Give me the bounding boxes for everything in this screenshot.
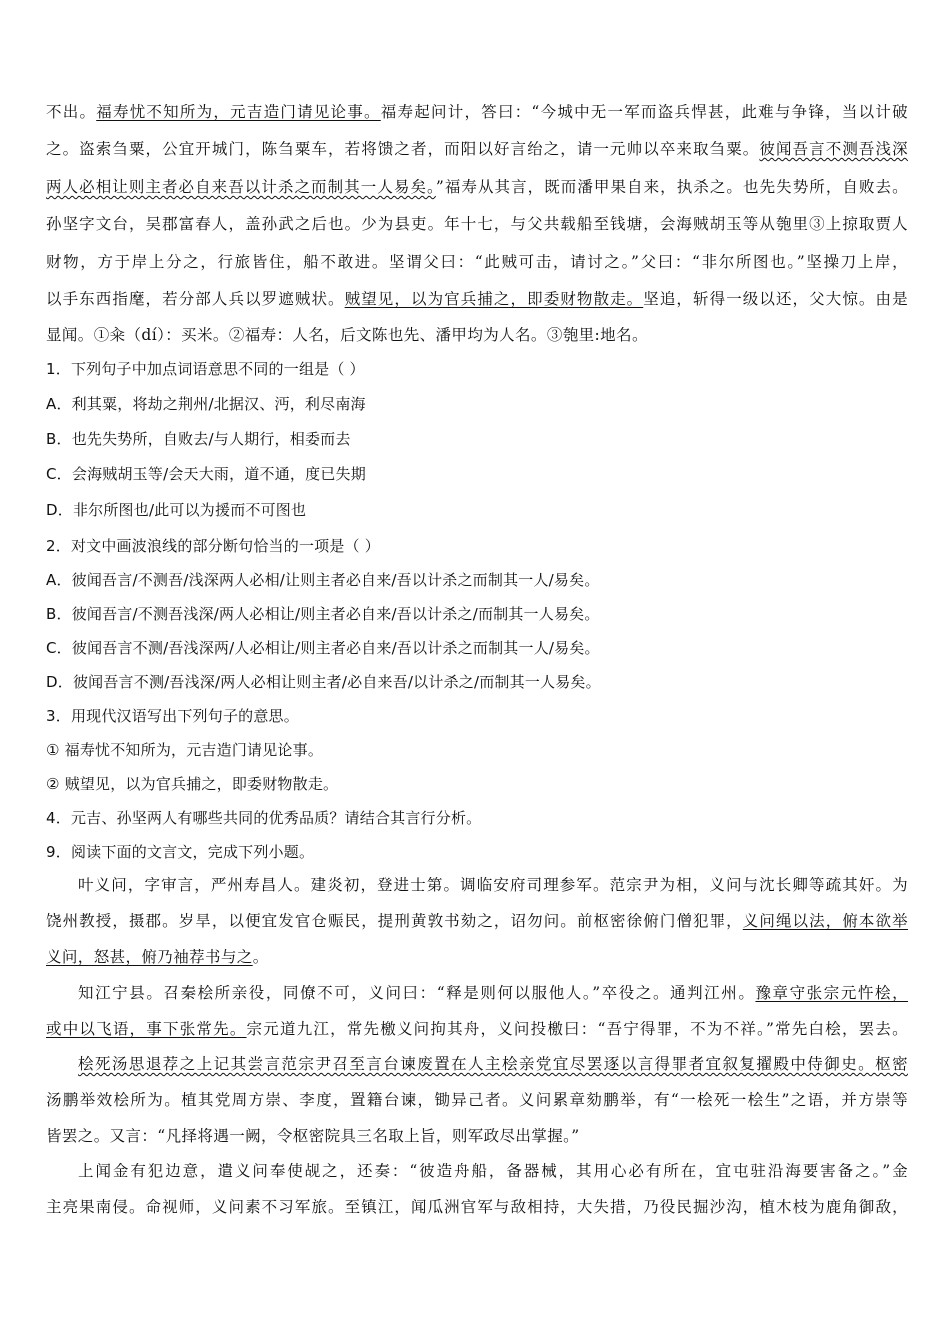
question-1-option-b: B．也先失势所，自败去/与人期行，相委而去 <box>46 430 351 448</box>
question-1-option-a: A．利其粟，将劫之荆州/北据汉、沔，利尽南海 <box>46 395 366 413</box>
passage1-line <box>46 138 908 160</box>
question-3-item-2: ② 贼望见，以为官兵捕之，即委财物散走。 <box>46 775 339 793</box>
underlined-sentence: 贼望见，以为官兵捕之，即委财物散走。 <box>344 290 644 308</box>
question-2-option-a: A．彼闻吾言/不测吾/浅深两人必相/让则主者必自来/吾以计杀之而制其一人/易矣。 <box>46 571 600 589</box>
text-span: 。 <box>252 948 269 966</box>
question-2-option-c: C．彼闻吾言不测/吾浅深两/人必相让/则主者必自来/吾以计杀之而制其一人/易矣。 <box>46 639 600 657</box>
passage2-line <box>46 1053 908 1075</box>
underlined-sentence: 义问绳以法，俯本欲举 <box>742 912 908 930</box>
passage1-notes: 显闻。①籴（dí）：买米。②福寿：人名，后文陈也先、潘甲均为人名。③匏里:地名。 <box>46 326 648 344</box>
question-2: 2．对文中画波浪线的部分断句恰当的一项是（ ） <box>46 537 380 555</box>
passage1-line <box>46 288 908 310</box>
question-2-option-d: D．彼闻吾言不测/吾浅深/两人必相让则主者/必自来吾/以计杀之/而制其一人易矣。 <box>46 673 601 691</box>
wavy-underlined-sentence: 两人必相让则主者必自来吾以计杀之而制其一人易矣。 <box>46 178 436 196</box>
passage2-line <box>46 946 269 968</box>
passage2-line: 叶义问，字审言，严州寿昌人。建炎初，登进士第。调临安府司理参军。范宗尹为相，义问与沈长卿等疏其奸。为 <box>78 876 908 894</box>
text-span: 知江宁县。召秦桧所亲役，同僚不可，义问曰：“释是则何以服他人。”卒役之。通判江州。 <box>78 984 756 1002</box>
passage1-line <box>46 176 908 198</box>
text-span: 以手东西指麾，若分部人兵以罗遮贼状。 <box>46 290 345 308</box>
question-9: 9．阅读下面的文言文，完成下列小题。 <box>46 843 315 861</box>
question-3-item-1: ① 福寿忧不知所为，元吉造门请见论事。 <box>46 741 324 759</box>
text-span: 坚追，斩得一级以还，父大惊。由是 <box>643 290 909 308</box>
underlined-sentence: 豫章守张宗元忤桧， <box>755 984 908 1002</box>
wavy-underlined-sentence: 彼闻吾言不测吾浅深 <box>759 140 908 158</box>
text-span: 宗元道九江，常先檄义问拘其舟，义问投檄曰：“吾宁得罪，不为不祥。”常先白桧，罢去。 <box>246 1020 908 1038</box>
wavy-underlined-sentence: 桧死汤思退荐之上记其尝言范宗尹召至言台谏废置在人主桧亲党宜尽罢逐以言得罪者宜叙复擢殿中侍御史。枢密 <box>78 1055 908 1073</box>
text-span: 之。盗索刍粟，公宜开城门，陈刍粟车，若将馈之者，而阳以好言绐之，请一元帅以卒来取刍粟。 <box>46 140 760 158</box>
question-2-option-b: B．彼闻吾言/不测吾浅深/两人必相让/则主者必自来/吾以计杀之/而制其一人易矣。 <box>46 605 600 623</box>
underlined-sentence: 或中以飞语，事下张常先。 <box>46 1020 247 1038</box>
passage2-line: 皆罢之。又言：“凡择将遇一阙，令枢密院具三名取上旨，则军政尽出掌握。” <box>46 1127 580 1145</box>
underlined-sentence: 福寿忧不知所为，元吉造门请见论事。 <box>96 103 381 121</box>
text-span: 不出。 <box>46 103 97 121</box>
question-3: 3．用现代汉语写出下列句子的意思。 <box>46 707 299 725</box>
passage2-line <box>46 910 908 932</box>
passage2-line: 主亮果南侵。命视师，义问素不习军旅。至镇江，闻瓜洲官军与敌相持，大失措，乃役民掘沙沟，植木枝为鹿角御敌， <box>46 1198 908 1216</box>
question-4: 4．元吉、孙坚两人有哪些共同的优秀品质？请结合其言行分析。 <box>46 809 482 827</box>
passage2-line: 汤鹏举效桧所为。植其党周方崇、李度，置籍台谏，锄异己者。义问累章劾鹏举，有“一桧死一桧生”之语，并方崇等 <box>46 1091 908 1109</box>
passage2-line <box>46 1018 908 1040</box>
question-1: 1．下列句子中加点词语意思不同的一组是（ ） <box>46 360 365 378</box>
passage1-line: 孙坚字文台，吴郡富春人，盖孙武之后也。少为县吏。年十七，与父共载船至钱塘，会海贼胡玉等从匏里③上掠取贾人 <box>46 215 908 233</box>
underlined-sentence: 义问，怒甚，俯乃袖荐书与之 <box>46 948 253 966</box>
text-span: ”福寿从其言，既而潘甲果自来，执杀之。也先失势所，自败去。 <box>435 178 908 196</box>
passage2-line <box>46 982 908 1004</box>
text-span: 饶州教授，摄郡。岁旱，以便宜发官仓赈民，提刑黄敦书劾之，诏勿问。前枢密徐俯门僧犯罪， <box>46 912 743 930</box>
passage1-line: 财物，方于岸上分之，行旅皆住，船不敢进。坚谓父曰：“此贼可击，请讨之。”父曰：“非尔所图也。”坚操刀上岸， <box>46 253 908 271</box>
text-span: 福寿起问计，答曰：“今城中无一军而盗兵悍甚，此难与争锋，当以计破 <box>380 103 908 121</box>
passage1-line <box>46 101 908 123</box>
question-1-option-d: D．非尔所图也/此可以为援而不可图也 <box>46 501 307 519</box>
question-1-option-c: C．会海贼胡玉等/会天大雨，道不通，度已失期 <box>46 465 366 483</box>
passage2-line: 上闻金有犯边意，遣义问奉使觇之，还奏：“彼造舟船，备器械，其用心必有所在，宜屯驻沿海要害备之。”金 <box>78 1162 908 1180</box>
